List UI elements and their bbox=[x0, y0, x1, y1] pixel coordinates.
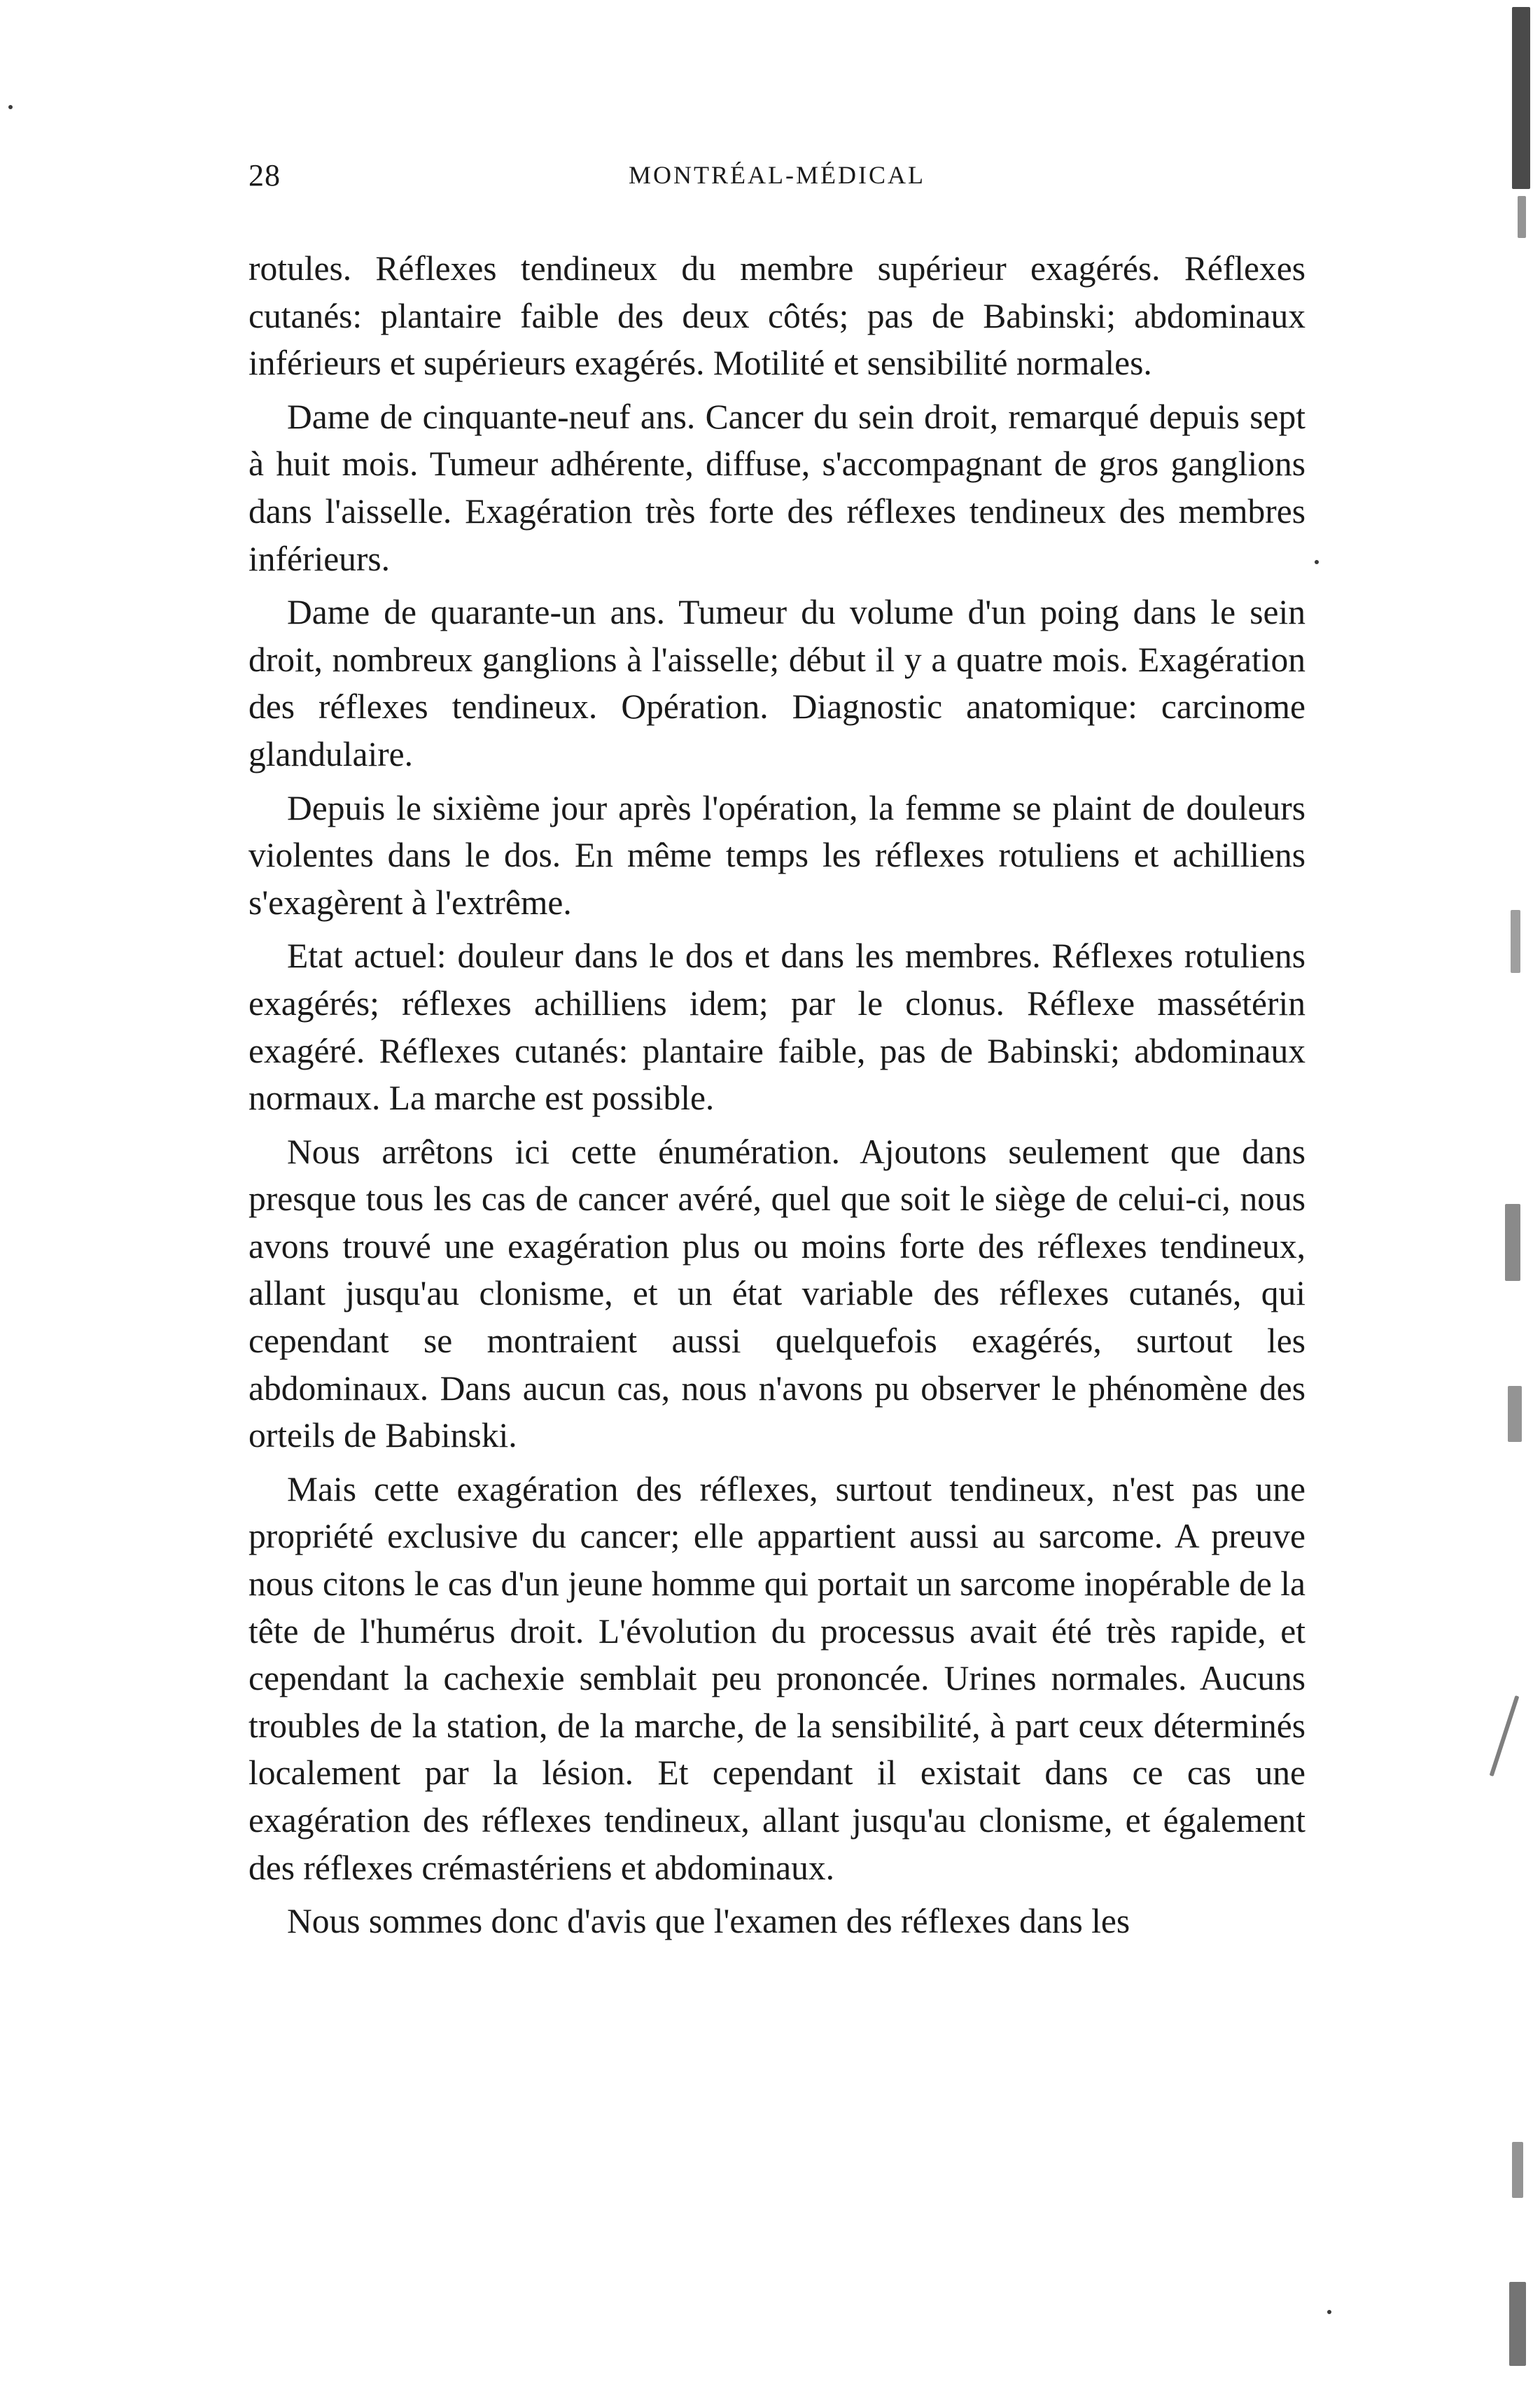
page-number: 28 bbox=[248, 158, 281, 192]
running-head: MONTRÉAL-MÉDICAL bbox=[629, 161, 925, 189]
paper-speck bbox=[1327, 2310, 1331, 2314]
paragraph: Dame de cinquante-neuf ans. Cancer du sein droit, remarqué depuis sept à huit mois. Tumeur adhérente, diffuse, s'accompagnant de gros ganglions dans l'aisselle. Exagération très forte des réflexes tendineux des membres inférieurs. bbox=[248, 397, 1306, 578]
paragraph: Dame de quarante-un ans. Tumeur du volume d'un poing dans le sein droit, nombreux ganglions à l'aisselle; début il y a quatre mois. Exagération des réflexes tendineux. Opération. Diagnostic anatomique: carcinome glandulaire. bbox=[248, 593, 1306, 773]
paragraph: Nous arrêtons ici cette énumération. Ajoutons seulement que dans presque tous les cas de cancer avéré, quel que soit le siège de celui-ci, nous avons trouvé une exagération plus ou moins forte des réflexes tendineux, allant jusqu'au clonisme, et un état variable des réflexes cutanés, qui cependant se montraient aussi quelquefois exagérés, surtout les abdominaux. Dans aucun cas, nous n'avons pu observer le phénomène des orteils de Babinski. bbox=[248, 1132, 1306, 1455]
page-header bbox=[248, 157, 1306, 206]
paragraph: Nous sommes donc d'avis que l'examen des réflexes dans les bbox=[287, 1902, 1130, 1941]
binding-shadow-mark bbox=[1512, 2142, 1523, 2198]
paragraph: Depuis le sixième jour après l'opération, la femme se plaint de douleurs violentes dans le dos. En même temps les réflexes rotuliens et achilliens s'exagèrent à l'extrême. bbox=[248, 788, 1306, 922]
paper-speck bbox=[8, 105, 13, 109]
binding-shadow-mark bbox=[1518, 196, 1526, 238]
binding-shadow-mark bbox=[1505, 1204, 1520, 1281]
binding-shadow-mark bbox=[1511, 910, 1520, 973]
body-text bbox=[248, 245, 1306, 1952]
binding-shadow-mark bbox=[1508, 1386, 1522, 1442]
binding-shadow-mark bbox=[1490, 1695, 1520, 1777]
binding-shadow-mark bbox=[1512, 7, 1530, 189]
binding-edge-artifacts bbox=[1477, 0, 1540, 2382]
paragraph: Etat actuel: douleur dans le dos et dans les membres. Réflexes rotuliens exagérés; réflexes achilliens idem; par le clonus. Réflexe massétérin exagéré. Réflexes cutanés: plantaire faible, pas de Babinski; abdominaux normaux. La marche est possible. bbox=[248, 937, 1306, 1118]
binding-shadow-mark bbox=[1509, 2282, 1526, 2366]
paragraph: rotules. Réflexes tendineux du membre supérieur exagérés. Réflexes cutanés: plantaire faible des deux côtés; pas de Babinski; abdominaux inférieurs et supérieurs exagérés. Motilité et sensibilité normales. bbox=[248, 249, 1306, 383]
paper-speck bbox=[1315, 560, 1319, 564]
paragraph: Mais cette exagération des réflexes, surtout tendineux, n'est pas une propriété exclusive du cancer; elle appartient aussi au sarcome. A preuve nous citons le cas d'un jeune homme qui portait un sarcome inopérable de la tête de l'humérus droit. L'évolution du processus avait été très rapide, et cependant la cachexie semblait peu prononcée. Urines normales. Aucuns troubles de la station, de la marche, de la sensibilité, à part ceux déterminés localement par la lésion. Et cependant il existait dans ce cas une exagération des réflexes tendineux, allant jusqu'au clonisme, et également des réflexes crémastériens et abdominaux. bbox=[248, 1469, 1306, 1887]
